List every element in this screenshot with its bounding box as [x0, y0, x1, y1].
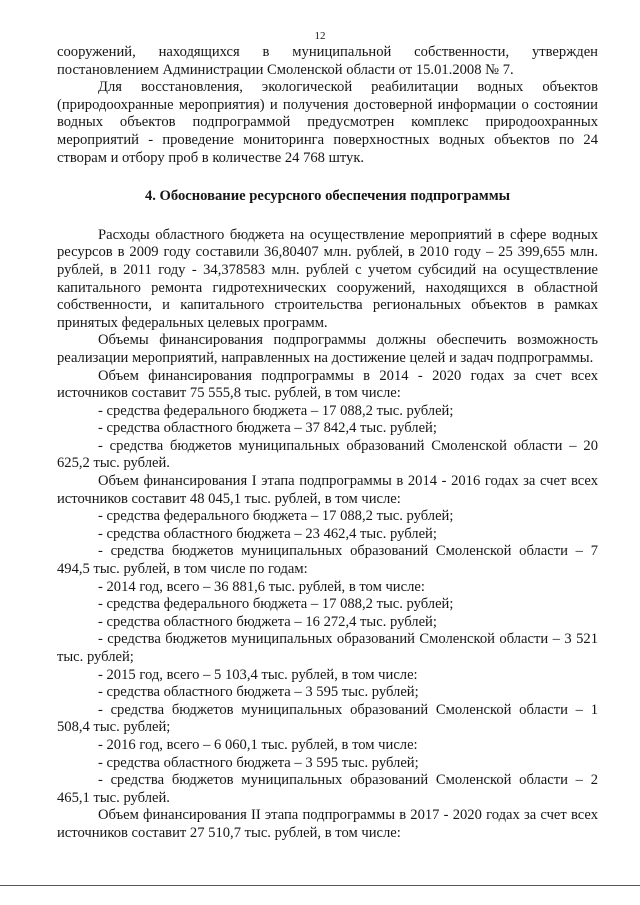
paragraph: Расходы областного бюджета на осуществление мероприятий в сфере водных ресурсов в 2009 году составили 36,80407 млн. рублей, в 2010 году – 25 399,655 млн. рублей, в 2011 году - 34,378583 млн. рублей с учетом субсидий на осуществление капитального ремонта гидротехнических сооружений, находящихся в областной собственности, и капитального строительства региональных объектов в рамках принятых федеральных целевых программ.: [57, 226, 598, 331]
list-item: - средства областного бюджета – 3 595 тыс. рублей;: [98, 754, 419, 771]
list-item: - средства бюджетов муниципальных образований Смоленской области – 20 625,2 тыс. рублей.: [57, 437, 598, 472]
paragraph: Объем финансирования подпрограммы в 2014 - 2020 годах за счет всех источников составит 75 555,8 тыс. рублей, в том числе:: [57, 367, 598, 402]
paragraph: Объем финансирования II этапа подпрограммы в 2017 - 2020 годах за счет всех источников составит 27 510,7 тыс. рублей, в том числе:: [57, 807, 598, 841]
paragraph: сооружений, находящихся в муниципальной собственности, утвержден постановлением Администрации Смоленской области от 15.01.2008 № 7.: [57, 44, 598, 78]
list-item: - средства бюджетов муниципальных образований Смоленской области – 2 465,1 тыс. рублей.: [57, 772, 598, 806]
page-number: 12: [314, 30, 326, 42]
list-item: - средства областного бюджета – 23 462,4 тыс. рублей;: [98, 525, 437, 542]
list-item: - 2015 год, всего – 5 103,4 тыс. рублей, в том числе:: [98, 666, 418, 683]
paragraph: Для восстановления, экологической реабилитации водных объектов (природоохранные мероприятия) и получения достоверной информации о состоянии водных объектов подпрограммой предусмотрен комплекс природоохранных мероприятий - проведение мониторинга поверхностных водных объектов по 24 створам и отбору проб в количестве 24 768 штук.: [57, 79, 598, 166]
list-item: - средства областного бюджета – 37 842,4 тыс. рублей;: [98, 420, 437, 437]
footer-rule: [0, 885, 640, 886]
list-item: - средства областного бюджета – 3 595 тыс. рублей;: [98, 684, 419, 701]
list-item: - средства областного бюджета – 16 272,4 тыс. рублей;: [98, 613, 437, 630]
list-item: - средства федерального бюджета – 17 088,2 тыс. рублей;: [98, 402, 454, 419]
list-item: - 2014 год, всего – 36 881,6 тыс. рублей, в том числе:: [98, 578, 425, 595]
document-body: [57, 44, 598, 843]
list-item: - средства федерального бюджета – 17 088,2 тыс. рублей;: [98, 508, 454, 525]
list-item: - средства федерального бюджета – 17 088,2 тыс. рублей;: [98, 596, 454, 613]
paragraph: Объемы финансирования подпрограммы должны обеспечить возможность реализации мероприятий, направленных на достижение целей и задач подпрограммы.: [57, 332, 598, 366]
list-item: - средства бюджетов муниципальных образований Смоленской области – 7 494,5 тыс. рублей, в том числе по годам:: [57, 543, 598, 578]
list-item: - средства бюджетов муниципальных образований Смоленской области – 1 508,4 тыс. рублей;: [57, 701, 598, 736]
section-heading: 4. Обоснование ресурсного обеспечения подпрограммы: [144, 188, 511, 205]
paragraph: Объем финансирования I этапа подпрограммы в 2014 - 2016 годах за счет всех источников составит 48 045,1 тыс. рублей, в том числе:: [57, 473, 598, 507]
list-item: - средства бюджетов муниципальных образований Смоленской области – 3 521 тыс. рублей;: [57, 631, 598, 665]
list-item: - 2016 год, всего – 6 060,1 тыс. рублей, в том числе:: [98, 736, 418, 753]
